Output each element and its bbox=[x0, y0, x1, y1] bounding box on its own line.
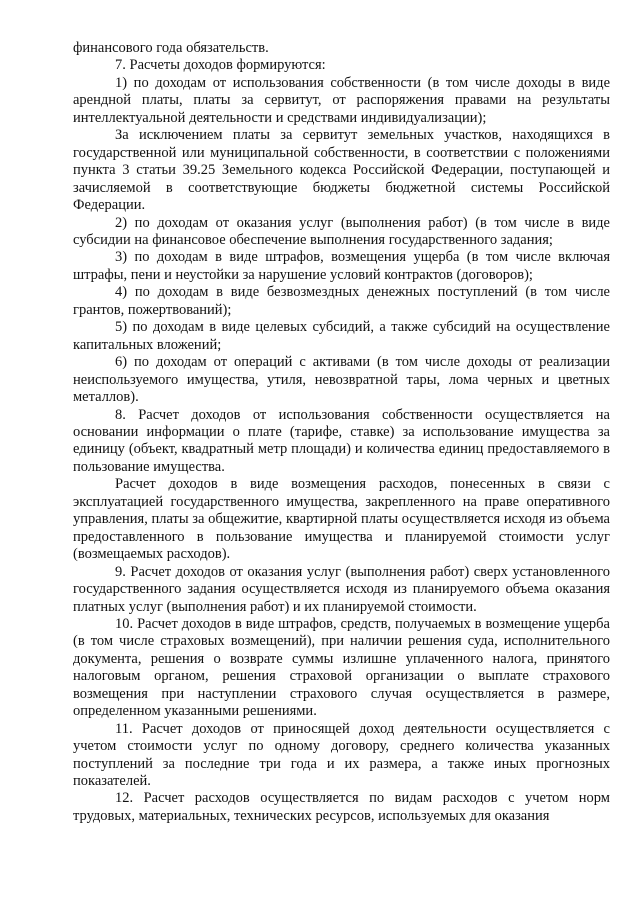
paragraph-exception: За исключением платы за сервитут земельных участков, находящихся в государственной или муниципальной собственности, в соответствии с положениями пункта 3 статьи 39.25 Земельного кодекса Российской Федерации, поступающей и зачисляемой в соответствующие бюджеты бюджетной системы Российской Федерации. bbox=[73, 127, 610, 214]
paragraph-item-8-reimbursement: Расчет доходов в виде возмещения расходов, понесенных в связи с эксплуатацией государственного имущества, закрепленного на праве оперативного управления, платы за общежитие, квартирной платы осуществляется исходя из объема предоставленного в пользование имущества и планируемой стоимости услуг (возмещаемых расходов). bbox=[73, 476, 610, 563]
paragraph-item-8: 8. Расчет доходов от использования собственности осуществляется на основании информации о плате (тарифе, ставке) за использование имущества за единицу (объект, квадратный метр площади) и количества единиц предоставляемого в пользование имущества. bbox=[73, 406, 610, 475]
paragraph-subitem-5: 5) по доходам в виде целевых субсидий, а также субсидий на осуществление капитальных вложений; bbox=[73, 319, 610, 353]
paragraph-subitem-1: 1) по доходам от использования собственности (в том числе доходы в виде арендной платы, платы за сервитут, от распоряжения правами на результаты интеллектуальной деятельности и средствами индивидуализации); bbox=[73, 74, 610, 126]
paragraph-subitem-6: 6) по доходам от операций с активами (в том числе доходы от реализации неиспользуемого имущества, утиля, невозвратной тары, лома черных и цветных металлов). bbox=[73, 354, 610, 406]
paragraph-item-9: 9. Расчет доходов от оказания услуг (выполнения работ) сверх установленного государственного задания осуществляется исходя из планируемого объема оказания платных услуг (выполнения работ) и их планируемой стоимости. bbox=[73, 563, 610, 615]
paragraph-item-10: 10. Расчет доходов в виде штрафов, средств, получаемых в возмещение ущерба (в том числе страховых возмещений), при наличии решения суда, исполнительного документа, решения о возврате суммы излишне уплаченного налога, принятого налоговым органом, решения страховой организации о выплате страхового возмещения при наступлении страхового случая осуществляется в размере, определенном указанными решениями. bbox=[73, 615, 610, 720]
paragraph-item-7: 7. Расчеты доходов формируются: bbox=[115, 57, 326, 74]
paragraph-subitem-3: 3) по доходам в виде штрафов, возмещения ущерба (в том числе включая штрафы, пени и неустойки за нарушение условий контрактов (договоров); bbox=[73, 249, 610, 283]
paragraph-subitem-2: 2) по доходам от оказания услуг (выполнения работ) (в том числе в виде субсидии на финансовое обеспечение выполнения государственного задания; bbox=[73, 214, 610, 248]
paragraph-subitem-4: 4) по доходам в виде безвозмездных денежных поступлений (в том числе грантов, пожертвований); bbox=[73, 284, 610, 318]
paragraph-item-12: 12. Расчет расходов осуществляется по видам расходов с учетом норм трудовых, материальных, технических ресурсов, используемых для оказания bbox=[73, 790, 610, 824]
document-page bbox=[73, 40, 610, 825]
paragraph-item-11: 11. Расчет доходов от приносящей доход деятельности осуществляется с учетом стоимости услуг по одному договору, среднего количества указанных поступлений за последние три года и их размера, а также иных прогнозных показателей. bbox=[73, 720, 610, 790]
paragraph-continuation: финансового года обязательств. bbox=[73, 40, 269, 56]
